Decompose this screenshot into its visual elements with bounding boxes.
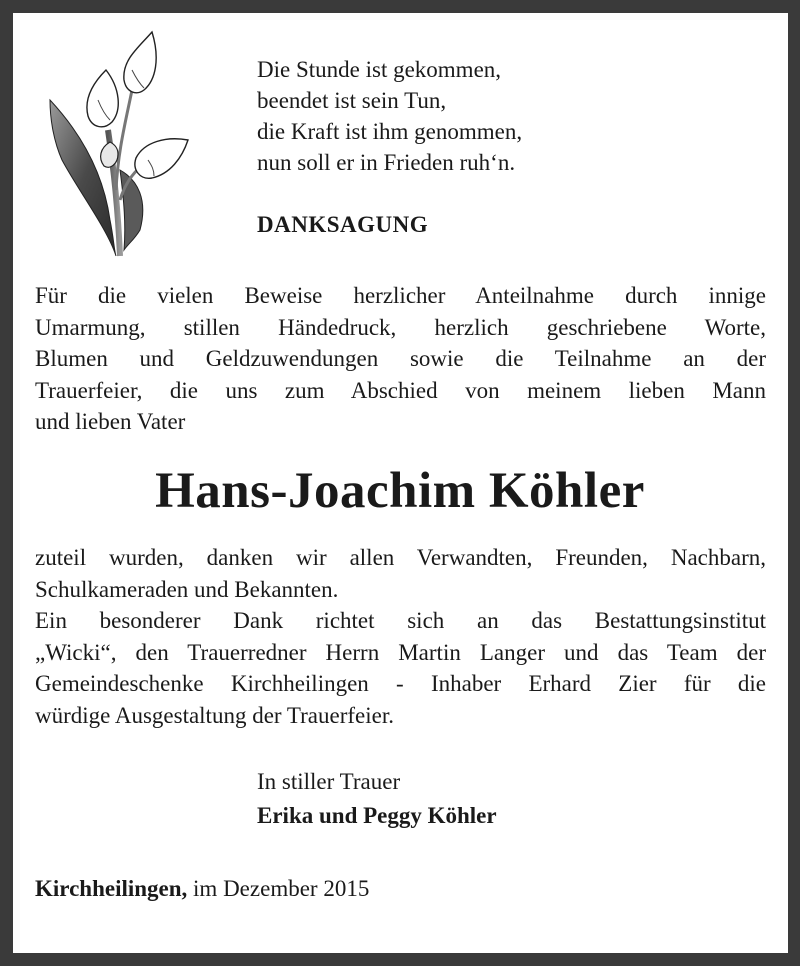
poem-line: nun soll er in Frieden ruh‘n. <box>257 150 516 175</box>
closing-phrase: In stiller Trauer <box>257 769 401 794</box>
paragraph-line: würdige Ausgestaltung der Trauerfeier. <box>35 702 394 728</box>
place: Kirchheilingen, <box>35 876 188 901</box>
paragraph-line: Trauerfeier, die uns zum Abschied von meinem lieben Mann <box>35 377 766 403</box>
paragraph-line: zuteil wurden, danken wir allen Verwandten, Freunden, Nachbarn, <box>35 545 766 570</box>
heading: DANKSAGUNG <box>257 212 429 237</box>
thanks-paragraph <box>35 280 766 438</box>
poem-line: beendet ist sein Tun, <box>257 88 447 113</box>
calla-lily-icon <box>48 30 190 258</box>
signers: Erika und Peggy Köhler <box>257 803 497 828</box>
poem-line: Die Stunde ist gekommen, <box>257 57 502 82</box>
paragraph-line: Schulkameraden und Bekannten. <box>35 576 339 602</box>
paragraph-line: und lieben Vater <box>35 409 186 434</box>
paragraph-line: Blumen und Geldzuwendungen sowie die Teilnahme an der <box>35 346 766 371</box>
paragraph-line: „Wicki“, den Trauerredner Herrn Martin Langer und das Team der <box>35 639 766 665</box>
paragraph-line: Umarmung, stillen Händedruck, herzlich geschriebene Worte, <box>35 314 766 340</box>
acknowledgement-paragraph <box>35 542 766 731</box>
paragraph-line: Ein besonderer Dank richtet sich an das Bestattungsinstitut <box>35 608 766 633</box>
poem-line: die Kraft ist ihm genommen, <box>257 119 523 144</box>
deceased-name: Hans-Joachim Köhler <box>155 463 645 519</box>
place-date <box>35 876 369 902</box>
paragraph-line: Gemeindeschenke Kirchheilingen - Inhaber Erhard Zier für die <box>35 671 766 696</box>
poem <box>257 54 522 178</box>
paragraph-line: Für die vielen Beweise herzlicher Anteilnahme durch innige <box>35 283 766 308</box>
date: im Dezember 2015 <box>193 876 370 901</box>
